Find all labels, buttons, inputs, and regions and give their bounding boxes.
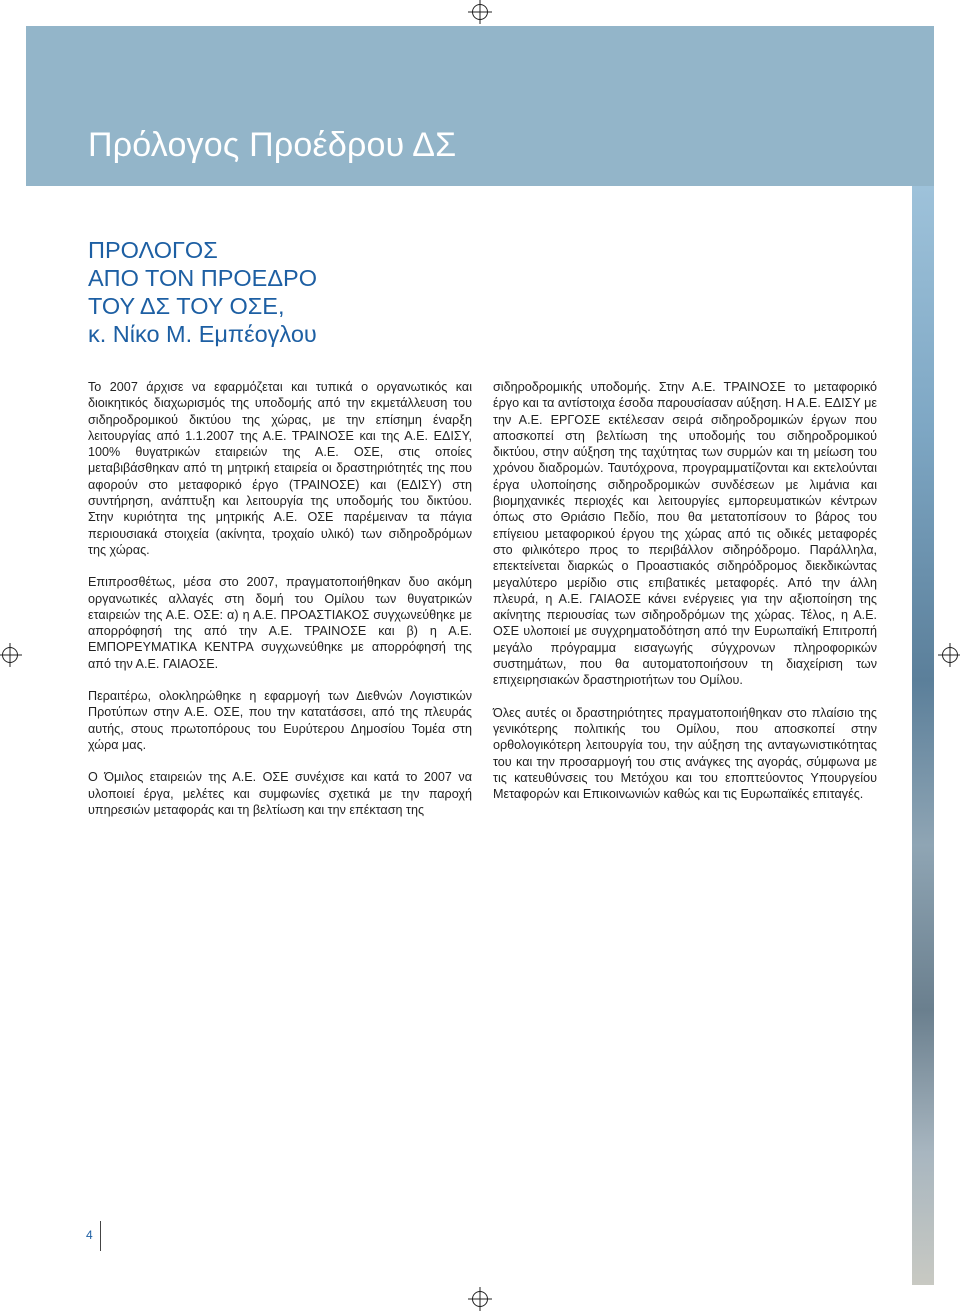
registration-mark-bottom-icon (472, 1291, 488, 1307)
right-text-column (493, 379, 877, 818)
heading-line: ΑΠΟ ΤΟΝ ΠΡΟΕΔΡΟ (88, 265, 317, 291)
document-page (26, 26, 934, 1285)
heading-line: ΤΟΥ ΔΣ ΤΟΥ ΟΣΕ, (88, 293, 285, 319)
paragraph: σιδηροδρομικής υποδομής. Στην Α.Ε. ΤΡΑΙΝΟΣΕ το μεταφορικό έργο και τα αντίστοιχα έσοδα παρουσίασαν αύξηση. Η Α.Ε. ΕΔΙΣΥ με την Α.Ε. ΕΡΓΟΣΕ εκτέλεσαν σειρά σιδηροδρομικών έργων που αποσκοπεί στη βελτίωση της υποδομής του σιδηροδρομικού δικτύου, στην αύξηση της ταχύτητας των συρμών και τη μείωση του χρόνου διαδρομών. Ταυτόχρονα, προγραμματίζονται και εκτελούνται έργα υλοποίησης σιδηροδρομικών συνδέσεων με λιμάνια και βιομηχανικές περιοχές και λειτουργίες εμπορευματικών κέντρων όπως στο Θριάσιο Πεδίο, που θα μετατοπίσουν το βάρος του επίγειου μεταφορικού έργου της χώρας από τις οδικές μεταφορές στο φιλικότερο προς το περιβάλλον σιδηρόδρομο. Παράλληλα, επεκτείνεται διαρκώς ο Προαστιακός σιδηρόδρομος διεκδικώντας μεγαλύτερο μερίδιο στις επιβατικές μεταφορές. Από την άλλη πλευρά, η Α.Ε. ΓΑΙΑΟΣΕ κάνει ενέργειες για την αξιοποίηση της ακίνητης περιουσίας των σιδηροδρόμων της χώρας. Τέλος, η Α.Ε. ΟΣΕ υλοποιεί με συγχρηματοδότηση από την Ευρωπαϊκή Επιτροπή μεγάλο πρόγραμμα εισαγωγής σύγχρονων πληροφορικών συστημάτων, που θα αυτοματοποιήσουν τη διαχείριση των επιχειρησιακών δραστηριοτήτων του Ομίλου. (493, 380, 877, 688)
heading-line: ΠΡΟΛΟΓΟΣ (88, 237, 218, 263)
left-text-column (88, 379, 472, 834)
train-photo-strip (912, 186, 934, 1285)
paragraph: Ο Όμιλος εταιρειών της Α.Ε. ΟΣΕ συνέχισε και κατά το 2007 να υλοποιεί έργα, μελέτες και συμφωνίες σχετικά με την παροχή υπηρεσιών μεταφοράς και τη βελτίωση και την επέκταση της (88, 770, 472, 817)
heading-line: κ. Νίκο Μ. Εμπέογλου (88, 321, 317, 347)
paragraph: Επιπροσθέτως, μέσα στο 2007, πραγματοποιήθηκαν δυο ακόμη οργανωτικές αλλαγές στη δομή του Ομίλου των θυγατρικών εταιρειών της Α.Ε. ΟΣΕ: α) η Α.Ε. ΠΡΟΑΣΤΙΑΚΟΣ συγχωνεύθηκε με απορρόφησή της από την Α.Ε. ΤΡΑΙΝΟΣΕ και β) η Α.Ε. ΕΜΠΟΡΕΥΜΑΤΙΚΑ ΚΕΝΤΡΑ συγχωνεύθηκε με απορρόφησή της από την Α.Ε. ΓΑΙΑΟΣΕ. (88, 575, 472, 671)
page-number: 4 (86, 1228, 93, 1242)
registration-mark-left-icon (2, 647, 18, 663)
section-title: Πρόλογος Προέδρου ΔΣ (88, 126, 457, 164)
page-number-divider (100, 1221, 101, 1251)
header-band (26, 26, 934, 186)
article-heading (88, 236, 317, 348)
registration-mark-top-icon (472, 4, 488, 20)
paragraph: Όλες αυτές οι δραστηριότητες πραγματοποιήθηκαν στο πλαίσιο της γενικότερης πολιτικής του Ομίλου, που αποσκοπεί στην ορθολογικότερη λειτουργία του, την αύξηση της ανταγωνιστικότητας του και την προσαρμογή του στις ανάγκες της αγοράς, σύμφωνα με τις κατευθύνσεις του Μετόχου και του εποπτεύοντος Υπουργείου Μεταφορών και Επικοινωνιών καθώς και τις Ευρωπαϊκές επιταγές. (493, 705, 877, 802)
paragraph: Περαιτέρω, ολοκληρώθηκε η εφαρμογή των Διεθνών Λογιστικών Προτύπων στην Α.Ε. ΟΣΕ, που την κατατάσσει, από της πλευράς αυτής, στους πρωτοπόρους του Ευρύτερου Δημοσίου Τομέα στη χώρα μας. (88, 689, 472, 752)
registration-mark-right-icon (942, 647, 958, 663)
paragraph: Το 2007 άρχισε να εφαρμόζεται και τυπικά ο οργανωτικός και διοικητικός διαχωρισμός της υποδομής από την εκμετάλλευση του σιδηροδρομικού δικτύου της χώρας, με την επίσημη έναρξη λειτουργίας από 1.1.2007 της Α.Ε. ΤΡΑΙΝΟΣΕ και της Α.Ε. ΕΔΙΣΥ, 100% θυγατρικών εταιρειών της Α.Ε. ΟΣΕ, στις οποίες μεταβιβάσθηκαν από τη μητρική εταιρεία οι δραστηριότητές της που αφορούν στο μεταφορικό έργο (ΤΡΑΙΝΟΣΕ) και (ΕΔΙΣΥ) στη συντήρηση, ανάπτυξη και λειτουργία της υποδομής του δικτύου. Στην κυριότητα της μητρικής Α.Ε. ΟΣΕ παρέμειναν τα πάγια περιουσιακά στοιχεία (ακίνητα, τροχαίο υλικό) των σιδηροδρόμων της χώρας. (88, 380, 472, 557)
